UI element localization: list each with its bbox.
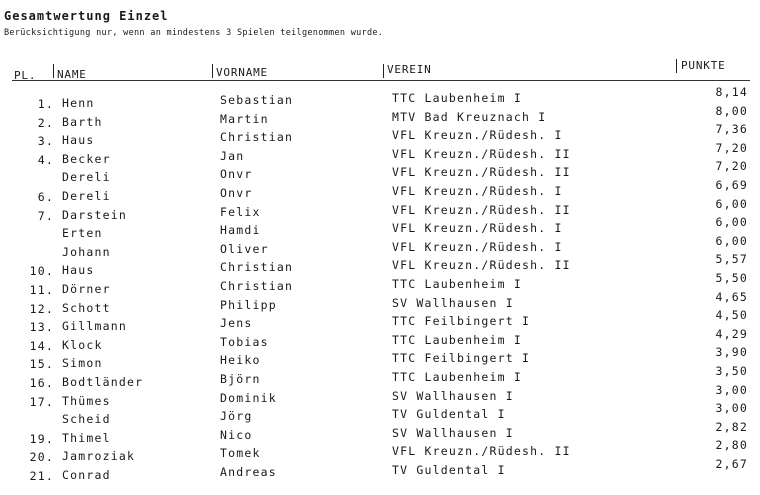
name-cell: Dereli <box>62 170 111 185</box>
name-cell: Darstein <box>62 207 127 222</box>
name-cell: Thümes <box>62 393 111 408</box>
firstname-cell: Christian <box>220 260 294 275</box>
firstname-cell: Jan <box>220 148 245 163</box>
table-row <box>0 252 760 279</box>
firstname-cell: Hamdi <box>220 223 261 238</box>
club-cell: SV Wallhausen I <box>392 295 514 310</box>
points-cell: 8,00 <box>715 103 748 118</box>
header-punkte: PUNKTE <box>681 59 726 72</box>
rank-cell: 6. <box>37 190 54 204</box>
points-cell: 4,65 <box>715 289 748 304</box>
club-cell: VFL Kreuzn./Rüdesh. II <box>392 444 571 459</box>
name-cell: Barth <box>62 114 103 129</box>
points-cell: 6,00 <box>715 233 748 248</box>
points-cell: 4,50 <box>715 308 748 323</box>
points-cell: 6,00 <box>715 215 748 230</box>
points-cell: 6,00 <box>715 196 748 211</box>
club-cell: VFL Kreuzn./Rüdesh. II <box>392 258 571 273</box>
firstname-cell: Felix <box>220 204 261 219</box>
points-cell: 8,14 <box>715 85 748 99</box>
firstname-cell: Christian <box>220 279 294 293</box>
table-row <box>0 85 760 111</box>
club-cell: TTC Laubenheim I <box>392 370 522 384</box>
table-row <box>0 215 760 241</box>
points-cell: 3,00 <box>715 382 748 397</box>
firstname-cell: Björn <box>220 372 261 386</box>
club-cell: TTC Feilbingert I <box>392 314 531 329</box>
club-cell: TV Guldental I <box>392 407 506 422</box>
firstname-cell: Onvr <box>220 167 253 182</box>
name-cell: Johann <box>62 244 111 259</box>
name-cell: Schott <box>62 300 111 315</box>
points-cell: 3,90 <box>715 345 748 360</box>
name-cell: Henn <box>62 96 95 110</box>
club-cell: MTV Bad Kreuznach I <box>392 109 547 124</box>
points-cell: 7,20 <box>715 140 748 155</box>
page-title: Gesamtwertung Einzel <box>4 9 169 23</box>
name-cell: Haus <box>62 133 95 148</box>
rank-cell: 1. <box>37 97 54 111</box>
points-cell: 5,57 <box>715 252 748 267</box>
name-cell: Becker <box>62 151 111 166</box>
header-separator <box>383 64 384 78</box>
header-name: NAME <box>57 68 87 81</box>
name-cell: Scheid <box>62 412 111 427</box>
club-cell: VFL Kreuzn./Rüdesh. I <box>392 128 563 143</box>
name-cell: Bodtländer <box>62 375 144 389</box>
rank-cell: 14. <box>29 338 54 353</box>
points-cell: 3,00 <box>715 401 748 416</box>
club-cell: TTC Laubenheim I <box>392 277 522 291</box>
rank-cell: 15. <box>29 357 54 372</box>
name-cell: Thimel <box>62 430 111 445</box>
points-cell: 2,67 <box>715 457 748 471</box>
firstname-cell: Tobias <box>220 334 269 349</box>
points-cell: 5,50 <box>715 271 748 285</box>
header-separator <box>53 64 54 78</box>
header-pl: PL. <box>14 69 37 82</box>
header-separator <box>212 64 213 78</box>
name-cell: Dörner <box>62 282 111 296</box>
table-header <box>0 59 760 82</box>
firstname-cell: Jens <box>220 316 253 331</box>
firstname-cell: Onvr <box>220 186 253 200</box>
club-cell: VFL Kreuzn./Rüdesh. II <box>392 202 571 217</box>
firstname-cell: Martin <box>220 111 269 126</box>
name-cell: Dereli <box>62 189 111 203</box>
rank-cell: 12. <box>29 301 54 316</box>
name-cell: Haus <box>62 263 95 278</box>
header-vorname: VORNAME <box>216 66 268 79</box>
firstname-cell: Oliver <box>220 241 269 256</box>
rank-cell: 2. <box>37 115 54 130</box>
club-cell: TTC Feilbingert I <box>392 351 531 366</box>
points-cell: 7,36 <box>715 122 748 137</box>
points-cell: 6,69 <box>715 178 748 192</box>
firstname-cell: Jörg <box>220 409 253 424</box>
name-cell: Erten <box>62 226 103 241</box>
header-separator <box>676 59 677 73</box>
name-cell: Conrad <box>62 468 111 482</box>
club-cell: SV Wallhausen I <box>392 388 514 403</box>
club-cell: TV Guldental I <box>392 463 506 477</box>
club-cell: TTC Laubenheim I <box>392 332 522 347</box>
firstname-cell: Sebastian <box>220 93 294 107</box>
firstname-cell: Tomek <box>220 446 261 461</box>
rank-cell: 21. <box>29 469 54 483</box>
rank-cell: 20. <box>29 450 54 465</box>
club-cell: VFL Kreuzn./Rüdesh. I <box>392 184 563 198</box>
firstname-cell: Christian <box>220 130 294 145</box>
name-cell: Jamroziak <box>62 449 136 464</box>
rank-cell: 11. <box>29 283 54 297</box>
firstname-cell: Nico <box>220 427 253 442</box>
name-cell: Simon <box>62 356 103 371</box>
club-cell: VFL Kreuzn./Rüdesh. I <box>392 221 563 236</box>
page-subtitle: Berücksichtigung nur, wenn an mindestens 3 Spielen teilgenommen wurde. <box>4 28 384 38</box>
rank-cell: 19. <box>29 431 54 446</box>
rank-cell: 3. <box>37 134 54 149</box>
rank-cell: 7. <box>37 208 54 223</box>
club-cell: VFL Kreuzn./Rüdesh. I <box>392 239 563 254</box>
header-verein: VEREIN <box>387 63 432 76</box>
table-row <box>0 178 760 204</box>
rank-cell: 13. <box>29 320 54 335</box>
header-rule <box>12 80 750 81</box>
name-cell: Klock <box>62 337 103 352</box>
firstname-cell: Heiko <box>220 353 261 368</box>
points-cell: 3,50 <box>715 364 748 378</box>
table-row <box>0 122 760 149</box>
firstname-cell: Philipp <box>220 297 277 312</box>
points-cell: 4,29 <box>715 326 748 341</box>
name-cell: Gillmann <box>62 319 127 334</box>
club-cell: TTC Laubenheim I <box>392 91 522 105</box>
firstname-cell: Andreas <box>220 465 277 479</box>
rank-cell: 4. <box>37 152 54 167</box>
club-cell: SV Wallhausen I <box>392 425 514 440</box>
club-cell: VFL Kreuzn./Rüdesh. II <box>392 146 571 161</box>
club-cell: VFL Kreuzn./Rüdesh. II <box>392 165 571 180</box>
rank-cell: 17. <box>29 394 54 409</box>
rank-cell: 16. <box>29 376 54 390</box>
points-cell: 2,82 <box>715 419 748 434</box>
points-cell: 7,20 <box>715 159 748 174</box>
rank-cell: 10. <box>29 264 54 279</box>
points-cell: 2,80 <box>715 438 748 453</box>
table-row <box>0 159 760 185</box>
firstname-cell: Dominik <box>220 390 277 405</box>
